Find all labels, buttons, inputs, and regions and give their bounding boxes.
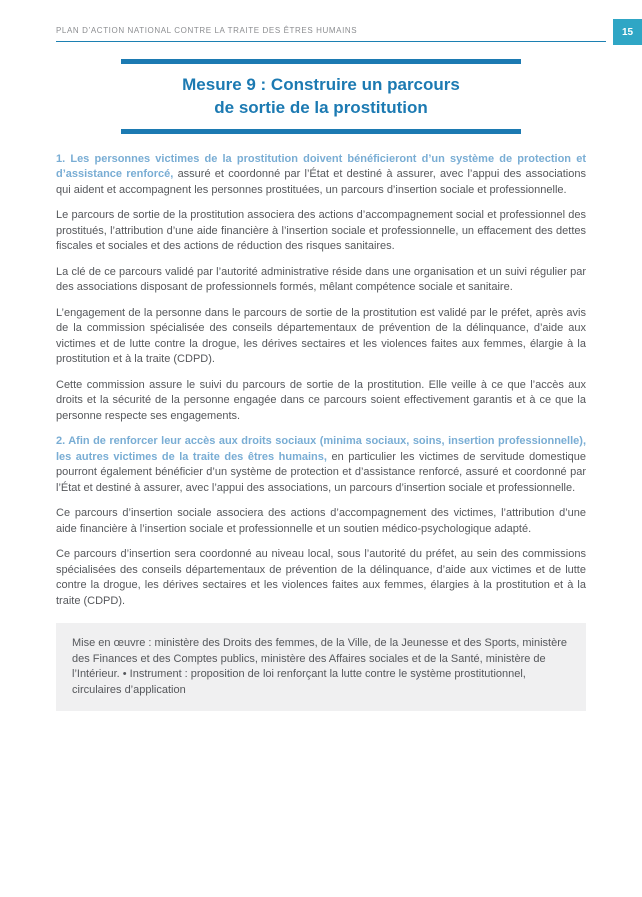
implementation-box bbox=[56, 623, 586, 711]
paragraph-text: Cette commission assure le suivi du parcours de sortie de la prostitution. Elle veille à ce que l’accès aux droits et la sécurité de la personne engagée dans ce parcours soient effectivement garantis et à ce que la personne respecte ses engagements. bbox=[56, 378, 586, 422]
paragraph-text: Ce parcours d’insertion sociale associera des actions d’accompagnement des victimes, l’attribution d’une aide financière à l’insertion sociale et professionnelle et un soutien médico-psychologique adapté. bbox=[56, 507, 586, 535]
measure-title-line2: de sortie de la prostitution bbox=[214, 97, 428, 117]
paragraph-text: assuré et coordonné par l’État et destiné à assurer, avec l’appui des associations qui aident et accompagnent les personnes prostituées, un parcours d’insertion sociale et professionnelle. bbox=[56, 168, 586, 196]
paragraph-text: Ce parcours d’insertion sera coordonné au niveau local, sous l’autorité du préfet, au sein des commissions spécialisées des conseils départementaux de prévention de la délinquance, d’aide aux victimes et de lutte contre la drogue, les dérives sectaires et les violences faites aux femmes, élargies à la prostitution et à la traite (CDPD). bbox=[56, 548, 586, 607]
paragraph bbox=[56, 434, 586, 496]
paragraph bbox=[56, 378, 586, 425]
body-content bbox=[56, 152, 586, 610]
paragraph bbox=[56, 306, 586, 368]
paragraph-text: Le parcours de sortie de la prostitution associera des actions d’accompagnement social et professionnel des prostitués, l’attribution d’une aide financière à l’insertion sociale et professionnelle, un effacement des dettes fiscales et sociales et des actions de réduction des risques sanitaires. bbox=[56, 209, 586, 253]
paragraph-text: La clé de ce parcours validé par l’autorité administrative réside dans une organisation et un suivi régulier par des associations disposant de professionnels formés, mêlant compétence sociale et sanitaire. bbox=[56, 265, 586, 294]
paragraph-text: L’engagement de la personne dans le parcours de sortie de la prostitution est validé par le préfet, après avis de la commission spécialisée des conseils départementaux de prévention de la délinquance, d’aide aux victimes et de lutte contre la drogue, les dérives sectaires et les violences faites aux femmes, élargie à la prostitution et à la traite (CDPD). bbox=[56, 306, 586, 366]
paragraph bbox=[56, 506, 586, 537]
measure-title-block bbox=[121, 0, 521, 134]
paragraph bbox=[56, 152, 586, 199]
paragraph bbox=[56, 208, 586, 255]
paragraph-lead: 2. Afin de renforcer leur accès aux droits sociaux (minima sociaux, soins, insertion professionnelle), les autres victimes de la traite des êtres humains, bbox=[56, 435, 586, 463]
header-rule bbox=[56, 41, 606, 42]
paragraph-text: en particulier les victimes de servitude domestique pourront également bénéficier d’un système de protection et d’assistance renforcé, assuré et coordonné par l’État et destiné à assurer, avec l’appui des associations, un parcours d’insertion sociale et professionnelle. bbox=[56, 450, 587, 494]
paragraph bbox=[56, 265, 586, 296]
title-bottom-bar bbox=[121, 129, 521, 134]
measure-title-line1: Mesure 9 : Construire un parcours bbox=[182, 75, 460, 94]
page-number-badge: 15 bbox=[613, 19, 642, 45]
document-header-title: PLAN D’ACTION NATIONAL CONTRE LA TRAITE DES ÊTRES HUMAINS bbox=[56, 26, 358, 35]
measure-title bbox=[121, 64, 521, 129]
paragraph bbox=[56, 547, 586, 609]
paragraph-lead: 1. Les personnes victimes de la prostitution doivent bénéficieront d’un système de protection et d’assistance renforcé, bbox=[56, 152, 586, 181]
implementation-text: Mise en œuvre : ministère des Droits des femmes, de la Ville, de la Jeunesse et des Sports, ministère des Finances et des Comptes publics, ministère des Affaires sociales et de la Santé, ministère de l’Intérieur. • Instrument : proposition de loi renforçant la lutte contre le système prostitutionnel, circulaires d’application bbox=[72, 637, 568, 696]
